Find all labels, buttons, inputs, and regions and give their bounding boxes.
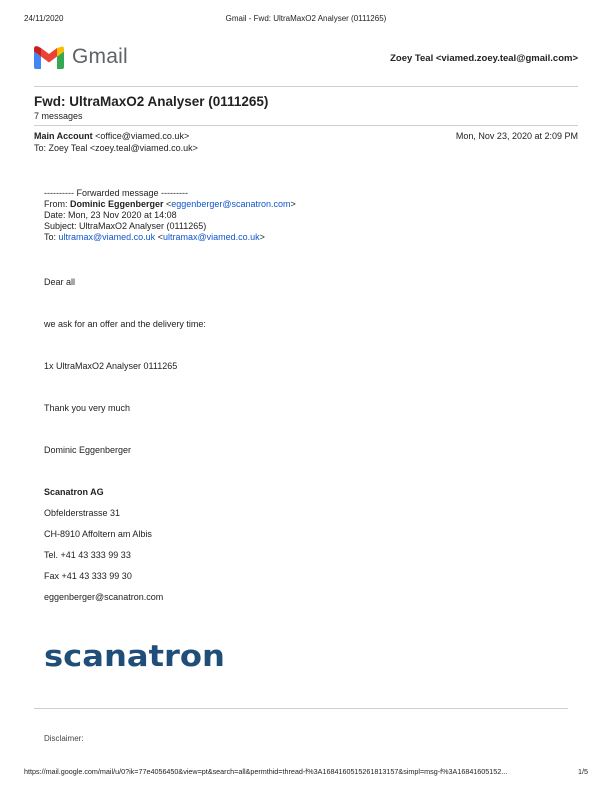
sender-line [34, 131, 189, 141]
scanatron-logo-text: scanatron [44, 641, 225, 669]
forward-to-email-link-2[interactable]: ultramax@viamed.co.uk [162, 232, 260, 242]
sender-name: Main Account [34, 131, 93, 141]
forward-to-email-link[interactable]: ultramax@viamed.co.uk [58, 232, 156, 242]
forward-separator: ---------- Forwarded message --------- [44, 188, 188, 198]
signature-company: Scanatron AG [44, 487, 104, 497]
message-count: 7 messages [34, 111, 83, 121]
page-number: 1/5 [578, 767, 588, 776]
forward-subject: Subject: UltraMaxO2 Analyser (0111265) [44, 221, 207, 231]
signature-email-link[interactable]: eggenberger@scanatron.com [44, 592, 164, 602]
signature-name: Dominic Eggenberger [44, 445, 132, 455]
forwarded-header [44, 188, 296, 243]
sent-date: Mon, Nov 23, 2020 at 2:09 PM [455, 131, 578, 141]
divider [34, 86, 578, 87]
divider [34, 708, 568, 709]
signature-city-link[interactable]: CH-8910 Affoltern am Albis [44, 529, 152, 539]
disclaimer: Disclaimer: [44, 734, 84, 743]
scanatron-logo [44, 641, 226, 674]
recipient-line: To: Zoey Teal <zoey.teal@viamed.co.uk> [34, 143, 198, 153]
forward-date: Date: Mon, 23 Nov 2020 at 14:08 [44, 210, 177, 220]
account-name: Zoey Teal <viamed.zoey.teal@gmail.com> [390, 53, 578, 64]
print-url: https://mail.google.com/mail/u/0?ik=77e4056450&view=pt&search=all&permthid=thread-f%3A1684160515261813157&simpl=msg-f%3A16841605152... [24, 767, 508, 776]
forward-from-email-link[interactable]: eggenberger@scanatron.com [171, 199, 291, 209]
body-request: we ask for an offer and the delivery time: [44, 319, 206, 329]
print-footer [24, 767, 588, 779]
signature-fax: Fax +41 43 333 99 30 [44, 571, 132, 581]
forward-to: To: ultramax@viamed.co.uk <ultramax@viamed.co.uk> [44, 232, 265, 242]
gmail-wordmark: Gmail [72, 45, 128, 68]
signature-tel: Tel. +41 43 333 99 33 [44, 550, 131, 560]
scanatron-wordmark-icon [44, 641, 226, 669]
print-header [24, 14, 588, 26]
body-greeting: Dear all [44, 277, 76, 287]
body-item: 1x UltraMaxO2 Analyser 0111265 [44, 361, 178, 371]
forward-from: From: Dominic Eggenberger <eggenberger@scanatron.com> [44, 199, 296, 209]
print-title: Gmail - Fwd: UltraMaxO2 Analyser (0111265) [225, 14, 387, 23]
gmail-m-icon [34, 46, 64, 69]
gmail-logo [34, 44, 128, 70]
thread-subject: Fwd: UltraMaxO2 Analyser (0111265) [34, 94, 269, 109]
body-thanks: Thank you very much [44, 403, 131, 413]
forward-from-name: Dominic Eggenberger [70, 199, 164, 209]
sender-email: <office@viamed.co.uk> [92, 131, 190, 141]
signature-street-link[interactable]: Obfelderstrasse 31 [44, 508, 121, 518]
divider [34, 125, 578, 126]
print-date: 24/11/2020 [24, 14, 64, 23]
